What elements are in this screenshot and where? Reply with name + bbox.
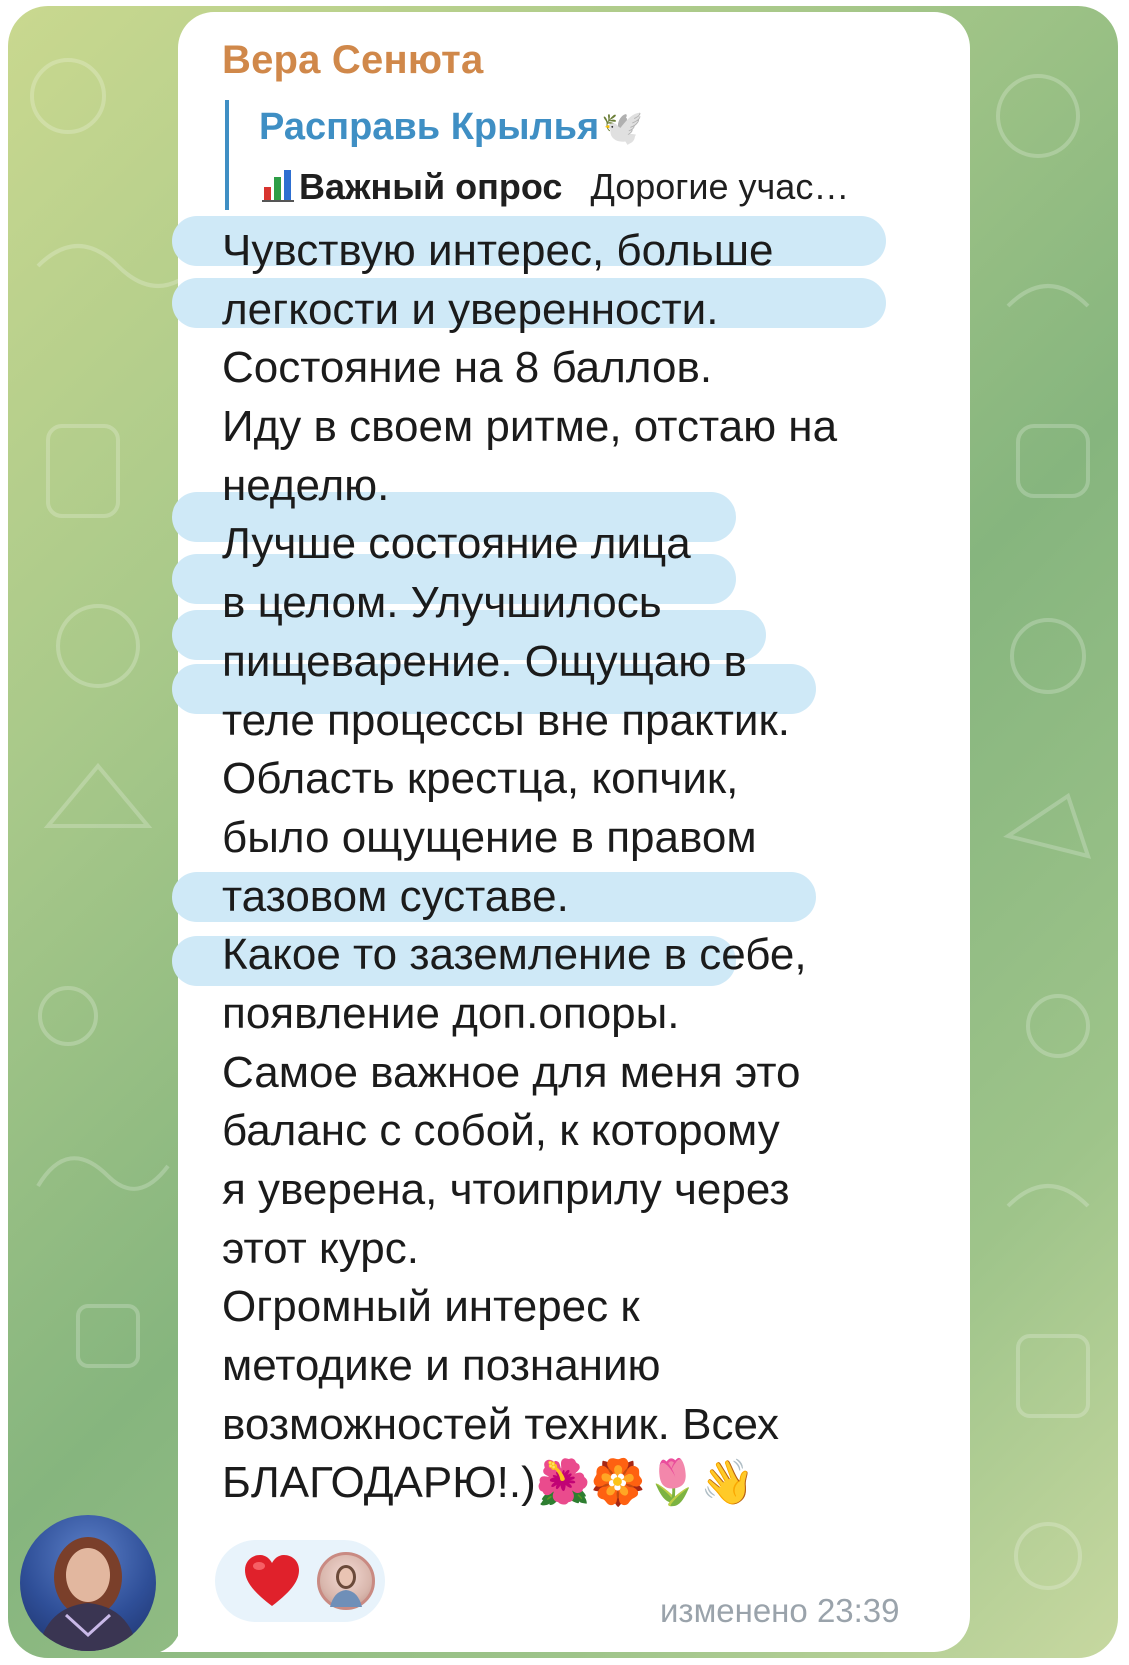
reply-title-text: Расправь Крылья <box>259 106 600 148</box>
message-line: методике и познанию <box>222 1341 661 1391</box>
message-text[interactable] <box>222 222 942 1513</box>
message-line: я уверена, чтоиприлу через <box>222 1165 790 1214</box>
avatar-portrait <box>20 1515 156 1651</box>
message-line: возможностей техник. Всех <box>222 1399 779 1449</box>
sender-name[interactable]: Вера Сенюта <box>222 38 484 82</box>
message-line: Какое то заземление в себе, <box>222 930 807 980</box>
message-line: Огромный интерес к <box>222 1282 640 1332</box>
dove-icon: 🕊️ <box>601 109 644 147</box>
reply-snippet <box>261 166 849 208</box>
message-line: неделю. <box>222 460 390 510</box>
reply-bold-prefix: Важный опрос <box>299 166 563 207</box>
message-time: 23:39 <box>816 1592 900 1629</box>
message-line: пищеварение. Ощущаю в <box>222 636 747 686</box>
reactor-portrait <box>320 1555 372 1607</box>
message-line: теле процессы вне практик. <box>222 695 790 745</box>
reply-preview-text: Дорогие учас… <box>590 166 850 207</box>
bar-chart-icon <box>261 167 295 203</box>
message-line: этот курс. <box>222 1223 419 1273</box>
message-line: Лучше состояние лица <box>222 519 691 569</box>
reply-title <box>259 106 644 149</box>
message-line: было ощущение в правом <box>222 812 757 862</box>
message-line: Состояние на 8 баллов. <box>222 343 713 393</box>
message-line: появление доп.опоры. <box>222 988 680 1038</box>
reactions-bar[interactable] <box>215 1540 385 1622</box>
message-line: Самое важное для меня это <box>222 1047 801 1097</box>
message-meta <box>660 1592 900 1630</box>
reply-preview[interactable] <box>225 100 949 210</box>
reactor-avatar[interactable] <box>317 1552 375 1610</box>
edited-label: изменено <box>660 1592 808 1629</box>
message-line: в целом. Улучшилось <box>222 578 662 628</box>
message-line: БЛАГОДАРЮ!.)🌺🏵️🌷👋 <box>222 1458 755 1508</box>
message-line: легкости и уверенности. <box>222 284 719 334</box>
message-line: Область крестца, копчик, <box>222 754 739 804</box>
message-line: тазовом суставе. <box>222 871 569 921</box>
message-line: Чувствую интерес, больше <box>222 226 774 275</box>
sender-avatar[interactable] <box>20 1515 156 1651</box>
message-line: баланс с собой, к которому <box>222 1106 780 1156</box>
message-line: Иду в своем ритме, отстаю на <box>222 402 838 452</box>
heart-icon[interactable] <box>241 1550 303 1612</box>
